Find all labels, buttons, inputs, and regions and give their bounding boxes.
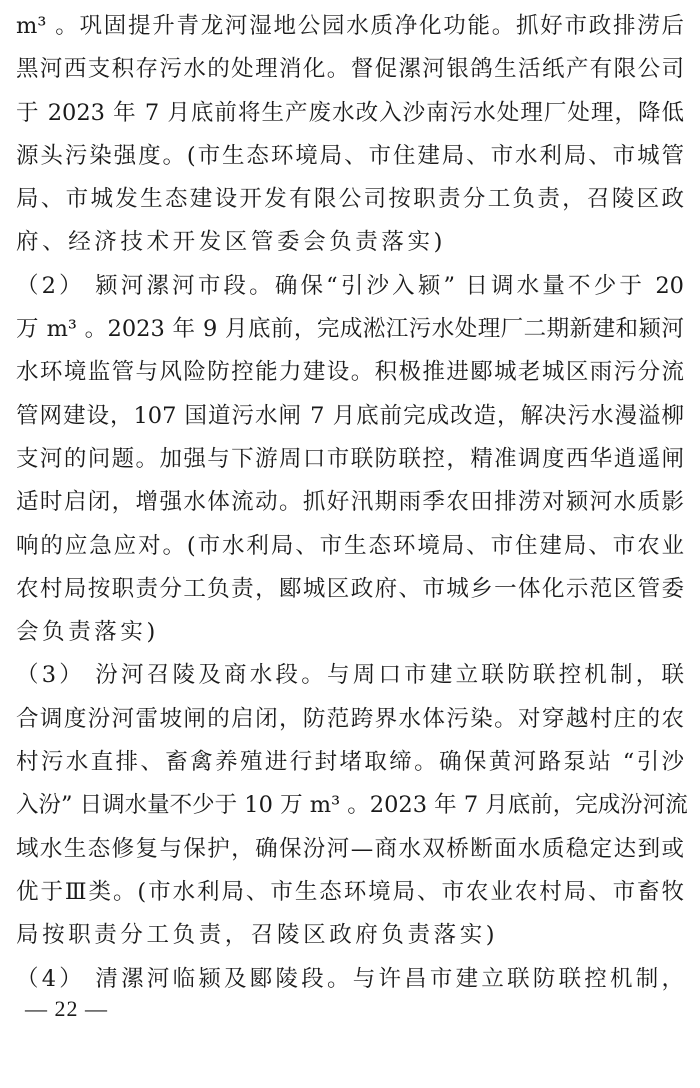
paragraph-heading-line: （3） 汾河召陵及商水段。与周口市建立联防联控机制，联 <box>16 662 684 689</box>
text-line: 万 m³ 。2023 年 9 月底前，完成淞江污水处理厂二期新建和颍河 <box>16 316 684 343</box>
text-line: m³ 。巩固提升青龙河湿地公园水质净化功能。抓好市政排涝后 <box>16 13 684 39</box>
text-line: 农村局按职责分工负责，郾城区政府、市城乡一体化示范区管委 <box>16 575 684 602</box>
text-line: 源头污染强度。(市生态环境局、市住建局、市水利局、市城管 <box>16 142 684 169</box>
text-line: 于 2023 年 7 月底前将生产废水改入沙南污水处理厂处理，降低 <box>16 99 684 126</box>
text-line: 村污水直排、畜禽养殖进行封堵取缔。确保黄河路泵站 “引沙 <box>16 749 684 776</box>
text-line: 局、市城发生态建设开发有限公司按职责分工负责，召陵区政 <box>16 186 684 213</box>
paragraph-heading-line: （2） 颍河漯河市段。确保“引沙入颍” 日调水量不少于 20 <box>16 272 684 299</box>
text-line: 支河的问题。加强与下游周口市联防联控，精准调度西华逍遥闸 <box>16 445 684 472</box>
text-line: 局按职责分工负责，召陵区政府负责落实) <box>16 922 499 949</box>
text-line: 合调度汾河雷坡闸的启闭，防范跨界水体污染。对穿越村庄的农 <box>16 705 684 732</box>
page-number: — 22 — <box>25 996 108 1021</box>
text-line: 会负责落实) <box>16 619 159 646</box>
text-line: 水环境监管与风险防控能力建设。积极推进郾城老城区雨污分流 <box>16 359 684 386</box>
paragraph-heading-line: （4） 清漯河临颍及郾陵段。与许昌市建立联防联控机制， <box>16 965 684 992</box>
text-line: 管网建设，107 国道污水闸 7 月底前完成改造，解决污水漫溢柳 <box>16 402 684 429</box>
text-line: 域水生态修复与保护，确保汾河—商水双桥断面水质稳定达到或 <box>16 835 684 862</box>
text-line: 响的应急应对。(市水利局、市生态环境局、市住建局、市农业 <box>16 532 684 559</box>
text-line: 优于Ⅲ类。(市水利局、市生态环境局、市农业农村局、市畜牧 <box>16 878 684 905</box>
text-line: 黑河西支积存污水的处理消化。督促漯河银鸽生活纸产有限公司 <box>16 56 684 83</box>
text-line: 适时启闭，增强水体流动。抓好汛期雨季农田排涝对颍河水质影 <box>16 489 684 516</box>
text-line: 入汾” 日调水量不少于 10 万 m³ 。2023 年 7 月底前，完成汾河流 <box>16 792 688 819</box>
document-page <box>16 5 688 1001</box>
text-line: 府、经济技术开发区管委会负责落实) <box>16 229 446 256</box>
